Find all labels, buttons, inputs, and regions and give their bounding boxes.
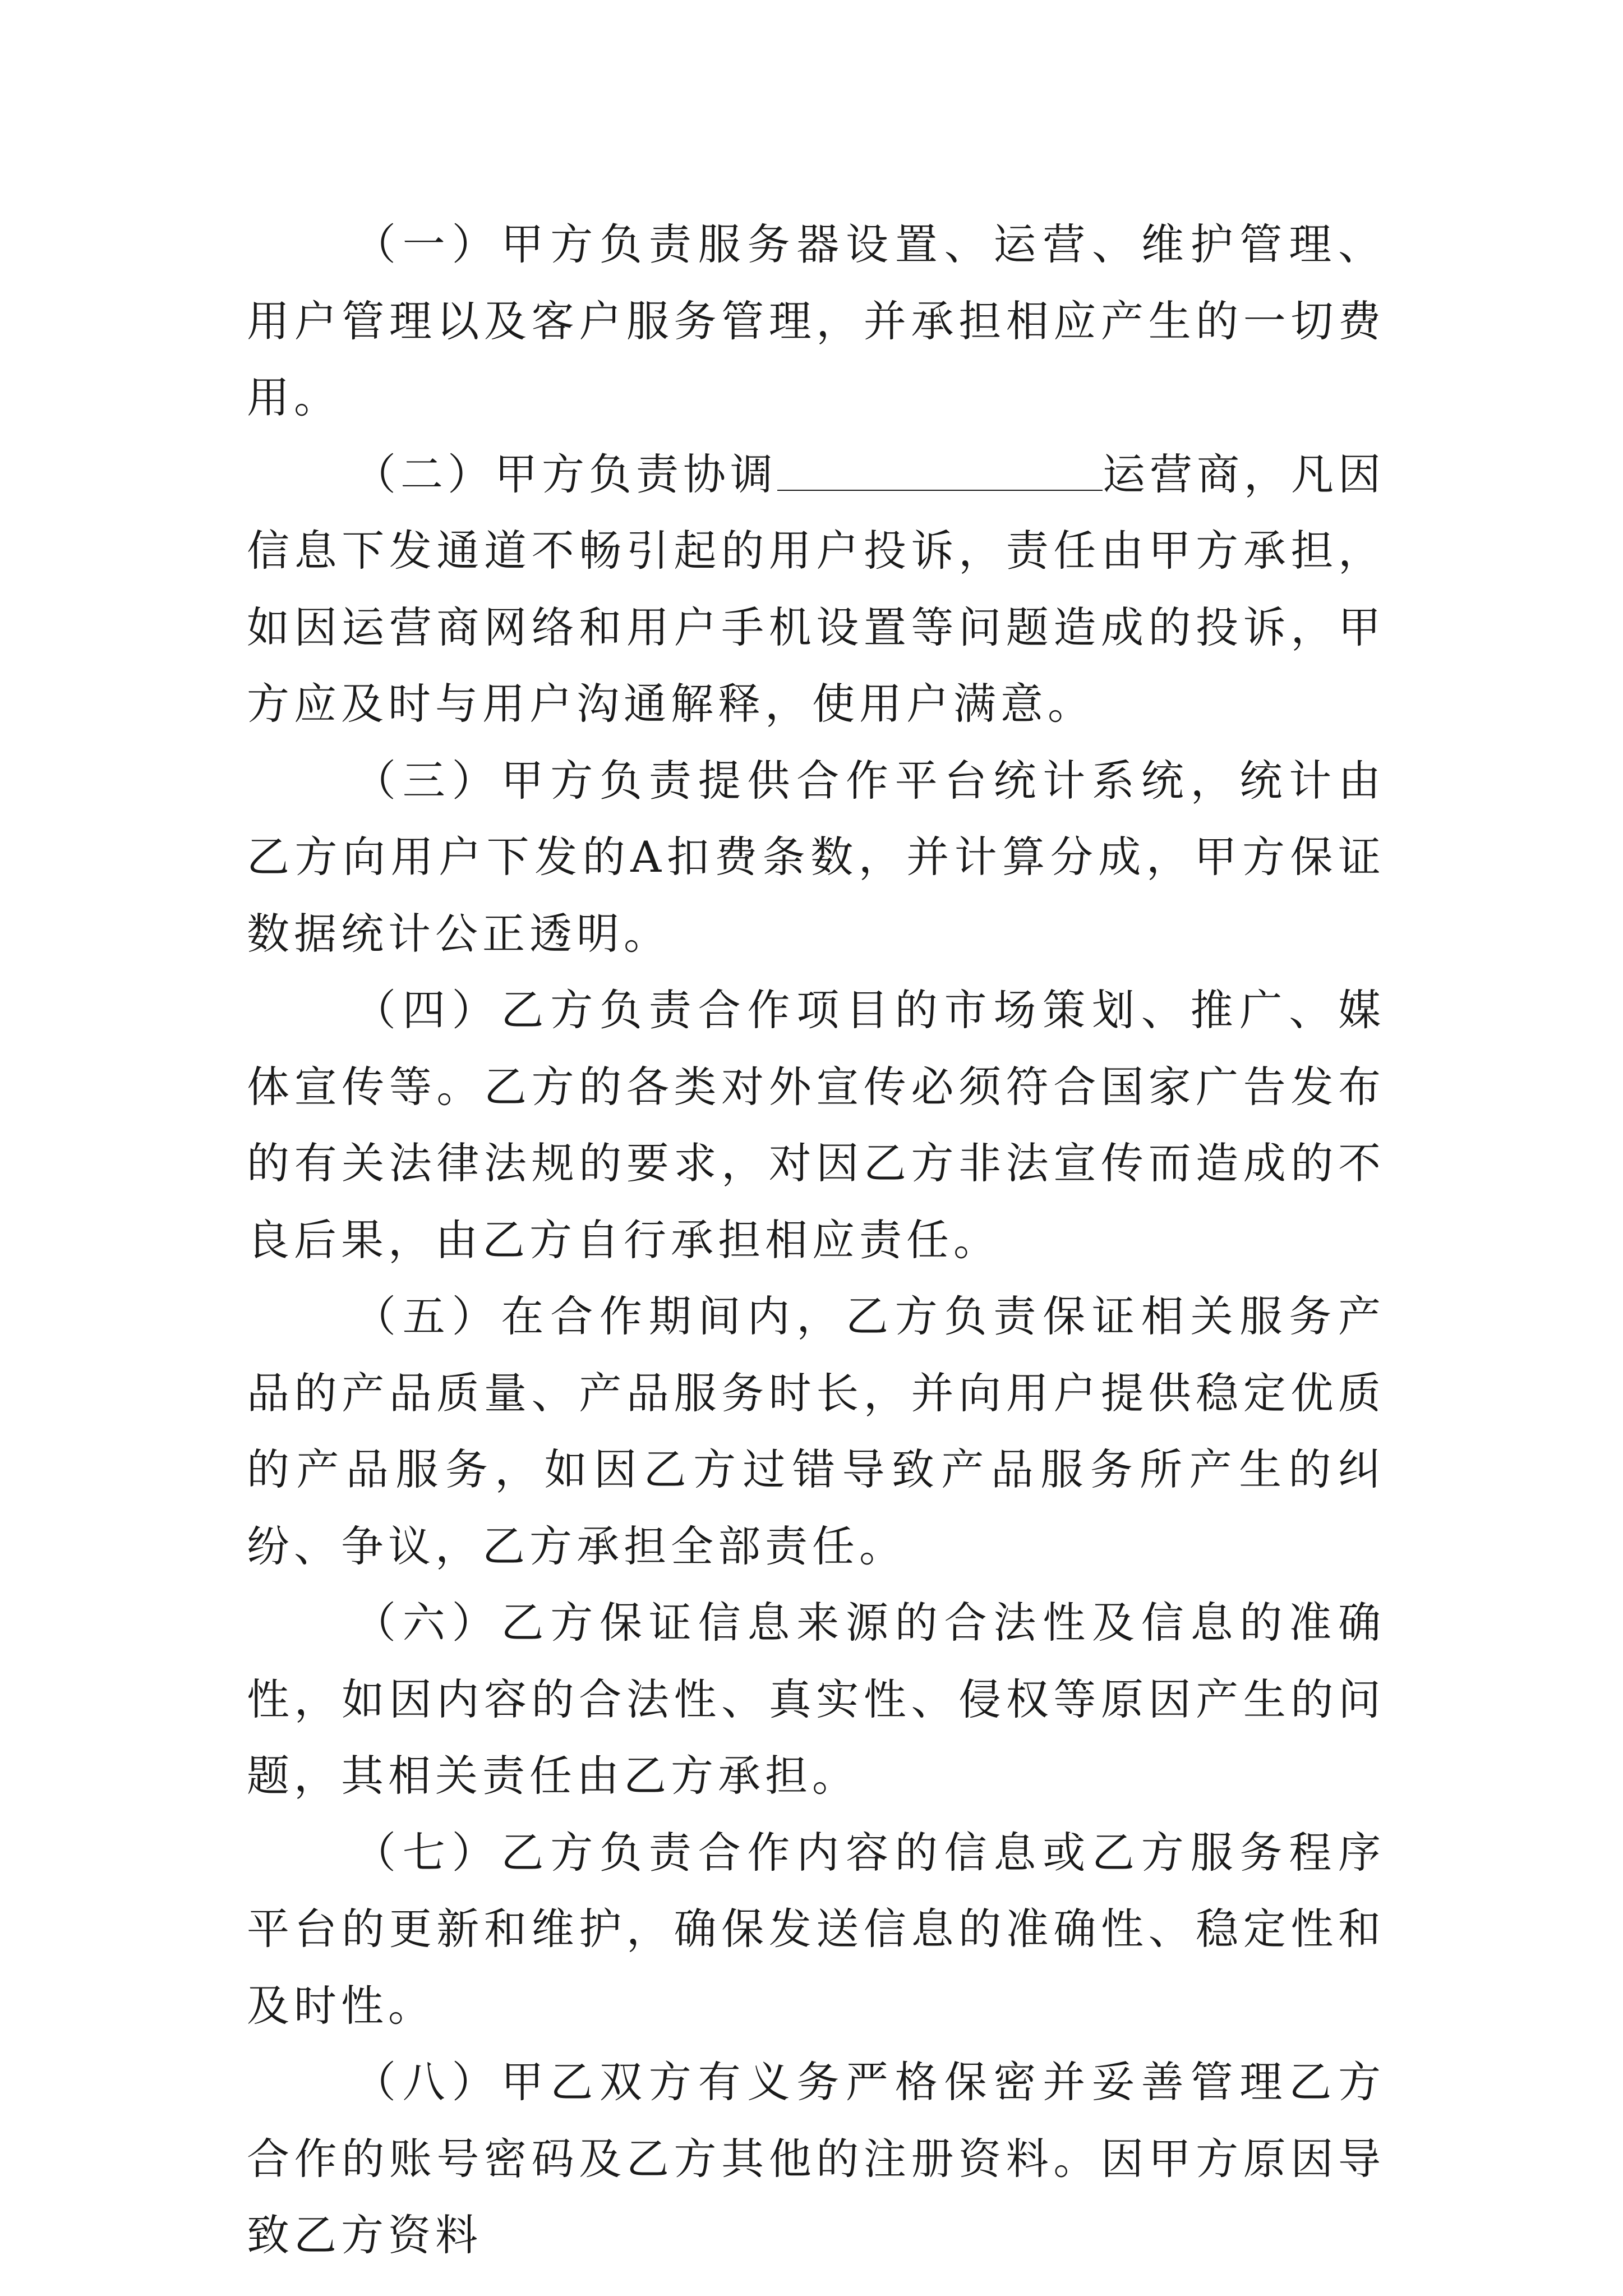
clause-5: （五）在合作期间内，乙方负责保证相关服务产品的产品质量、产品服务时长，并向用户提供稳定优质的产品服务，如因乙方过错导致产品服务所产生的纠纷、争议，乙方承担全部责任。 [247,1291,1385,1571]
clause-3: （三）甲方负责提供合作平台统计系统，统计由乙方向用户下发的A扣费条数，并计算分成，甲方保证数据统计公正透明。 [247,755,1385,959]
clause-2 [247,436,1385,743]
clause-4: （四）乙方负责合作项目的市场策划、推广、媒体宣传等。乙方的各类对外宣传必须符合国家广告发布的有关法律法规的要求，对因乙方非法宣传而造成的不良后果，由乙方自行承担相应责任。 [247,985,1385,1265]
clause-8: （八）甲乙双方有义务严格保密并妥善管理乙方合作的账号密码及乙方其他的注册资料。因甲方原因导致乙方资料 [247,2057,1385,2260]
clause-7: （七）乙方负责合作内容的信息或乙方服务程序平台的更新和维护，确保发送信息的准确性、稳定性和及时性。 [247,1827,1385,2031]
clause-1: （一）甲方负责服务器设置、运营、维护管理、用户管理以及客户服务管理，并承担相应产生的一切费用。 [247,219,1385,422]
clause-6: （六）乙方保证信息来源的合法性及信息的准确性，如因内容的合法性、真实性、侵权等原因产生的问题，其相关责任由乙方承担。 [247,1598,1385,1801]
operator-blank-line [777,447,1103,491]
clause-2-start: （二）甲方负责协调 [353,449,777,499]
clause-2-rest: 运营商，凡因信息下发通道不畅引起的用户投诉，责任由甲方承担，如因运营商网络和用户手机设置等问题造成的投诉，甲方应及时与用户沟通解释，使用户满意。 [247,449,1385,729]
contract-body [247,206,1385,2274]
